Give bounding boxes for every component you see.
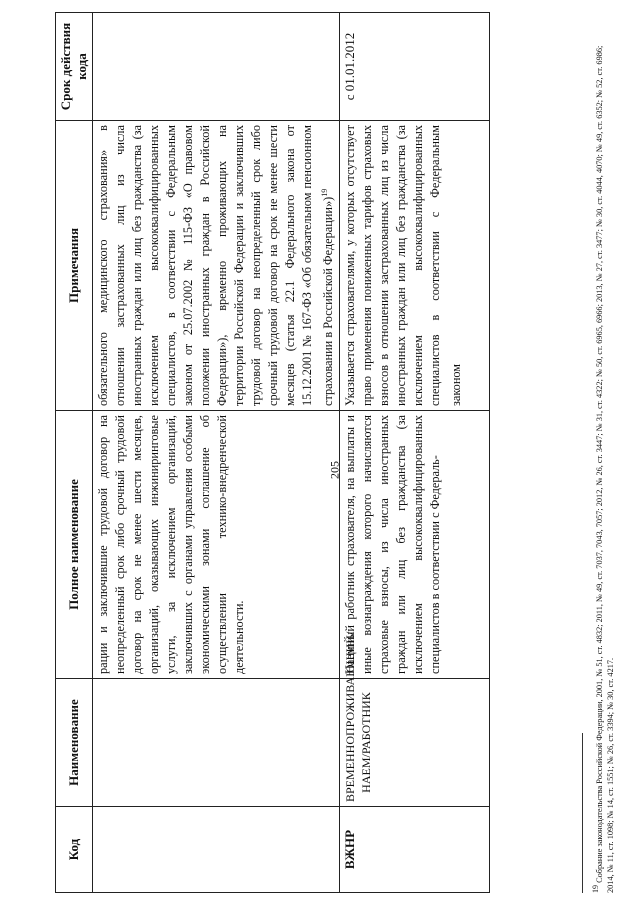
- notes-text: обязательного медицинского страхования» в отношении застрахованных лиц из числа иностранных граждан или лиц без гражданства (за исключением высококвалифицированных специалистов, в соответствии с Федеральным законом от 25.07.2002 № 115-ФЗ «О правовом положении иностранных граждан в Российской Федерации»), временно проживающих на территории Российской Федерации и заключивших трудовой договор на неопределенный срок либо срочный трудовой договор на срок не менее шести месяцев (статья 22.1 Федерального закона от 15.12.2001 № 167-ФЗ «Об обязательном пенсионном страховании в Российской Федерации»): [96, 125, 336, 406]
- cell-code: ВЖНР: [340, 807, 490, 893]
- cell-name: ВРЕМЕННОПРОЖИВАЮЩИЙ/НАЕМ/РАБОТНИК: [340, 679, 490, 807]
- notes-text: Указывается страхователями, у которых отсутствует право применения пониженных тарифов страховых взносов в отношении застрахованных лиц из числа иностранных граждан или лиц без гражданства (за исключением высококвалифицированных специалистов в соответствии с Федеральным законом: [343, 125, 464, 406]
- table-header-row: [56, 13, 93, 893]
- header-name: Наименование: [56, 679, 93, 807]
- footnote-separator: [582, 733, 583, 893]
- cell-full-name: Наемный работник страхователя, на выплаты и иные вознаграждения которого начисляются страховые взносы, из числа иностранных граждан или лиц без гражданства (за исключением высококвалифицированных специалистов в соответствии с Федераль-: [340, 411, 490, 679]
- cell-code: [93, 807, 340, 893]
- cell-validity: [93, 13, 340, 121]
- footnote-marker: 19: [591, 885, 600, 893]
- table-row: [93, 13, 340, 893]
- cell-notes: [93, 121, 340, 411]
- codes-table: [55, 12, 490, 893]
- footnote-text: Собрание законодательства Российской Федерации, 2001, № 51, ст. 4832; 2011, № 49, ст. 7037, 7043, 7057; 2012, № 26, ст. 3447; № 31, ст. 4322; № 50, ст. 6965, 6966; 2013, № 27, ст. 3477; № 30, ст. 4044, 4070; № 49, ст. 6352; № 52, ст. 6986; 2014, № 11, ст. 1098; № 14, ст. 1551; № 26, ст. 3394; № 30, ст. 4217.: [594, 45, 615, 893]
- header-full-name: Полное наименование: [56, 411, 93, 679]
- cell-validity: с 01.01.2012: [340, 13, 490, 121]
- header-code: Код: [56, 807, 93, 893]
- cell-name: [93, 679, 340, 807]
- header-notes: Примечания: [56, 121, 93, 411]
- footnote-ref: 19: [320, 188, 329, 197]
- cell-full-name: рации и заключившие трудовой договор на неопределенный срок либо срочный трудовой договор на срок не менее шести месяцев, организаций, оказывающих инжиниринговые услуги, за исключением организаций, заключивших с органами управления особыми экономическими зонами соглашение об осуществлении технико-внедренческой деятельности.: [93, 411, 340, 679]
- table-row: [340, 13, 490, 893]
- header-validity: Срок действия кода: [56, 13, 93, 121]
- cell-notes: [340, 121, 490, 411]
- footnote: [590, 33, 616, 893]
- page-number: 205: [327, 461, 342, 479]
